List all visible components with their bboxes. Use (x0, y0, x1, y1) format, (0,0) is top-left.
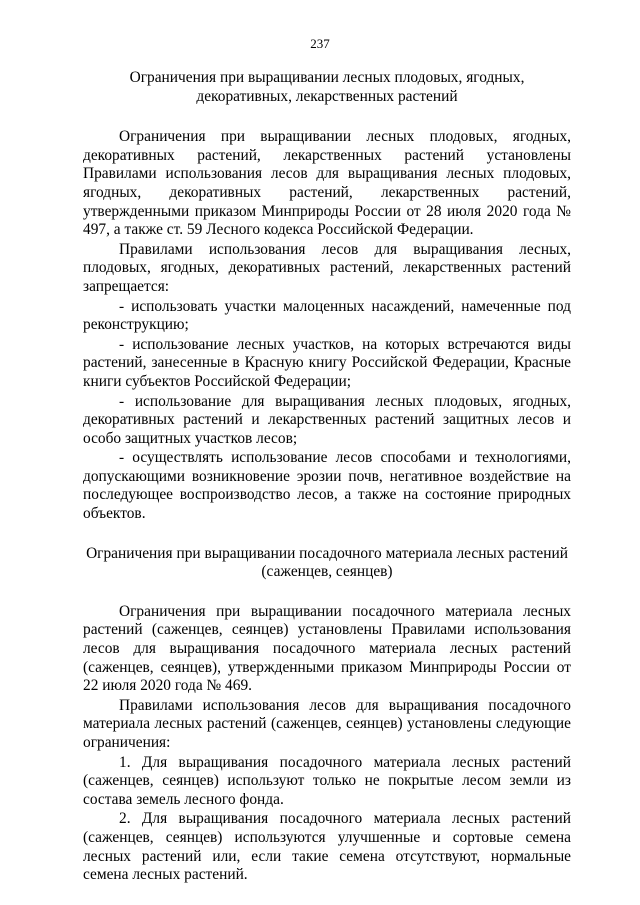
section-heading-planting-material: Ограничения при выращивании посадочного материала лесных растений (саженцев, сеянцев) (86, 544, 568, 581)
list-item: - использование для выращивания лесных плодовых, ягодных, декоративных растений и лекарственных растений защитных лесов и особо защитных участков лесов; (83, 392, 571, 447)
list-item: - осуществлять использование лесов способами и технологиями, допускающими возникновение эрозии почв, негативное воздействие на последующее воспроизводство лесов, а также на состояние природных объектов. (83, 449, 571, 523)
list-item: 1. Для выращивания посадочного материала лесных растений (саженцев, сеянцев) используют только не покрытые лесом земли из состава земель лесного фонда. (83, 753, 571, 808)
list-item: - использовать участки малоценных насаждений, намеченные под реконструкцию; (83, 297, 571, 334)
page-content (83, 69, 571, 885)
page-number: 237 (310, 36, 330, 51)
paragraph: Правилами использования лесов для выращивания лесных, плодовых, ягодных, декоративных растений, лекарственных растений запрещается: (83, 240, 571, 295)
paragraph: Правилами использования лесов для выращивания посадочного материала лесных растений (саженцев, сеянцев) установлены следующие ограничения: (83, 696, 571, 751)
list-item: 2. Для выращивания посадочного материала лесных растений (саженцев, сеянцев) используются улучшенные и сортовые семена лесных растений или, если такие семена отсутствуют, нормальные семена лесных растений. (83, 810, 571, 884)
section-heading-fruit-plants: Ограничения при выращивании лесных плодовых, ягодных, декоративных, лекарственных растений (129, 69, 525, 105)
list-item: - использование лесных участков, на которых встречаются виды растений, занесенные в Красную книгу Российской Федерации, Красные книги субъектов Российской Федерации; (83, 335, 571, 390)
paragraph: Ограничения при выращивании лесных плодовых, ягодных, декоративных растений, лекарственных растений установлены Правилами использования лесов для выращивания лесных плодовых, ягодных, декоративных растений, лекарственных растений, утвержденными приказом Минприроды России от 28 июля 2020 года № 497, а также ст. 59 Лесного кодекса Российской Федерации. (83, 128, 571, 239)
paragraph: Ограничения при выращивании посадочного материала лесных растений (саженцев, сеянцев) установлены Правилами использования лесов для выращивания посадочного материала лесных растений (саженцев, сеянцев), утвержденными приказом Минприроды России от 22 июля 2020 года № 469. (83, 602, 571, 695)
